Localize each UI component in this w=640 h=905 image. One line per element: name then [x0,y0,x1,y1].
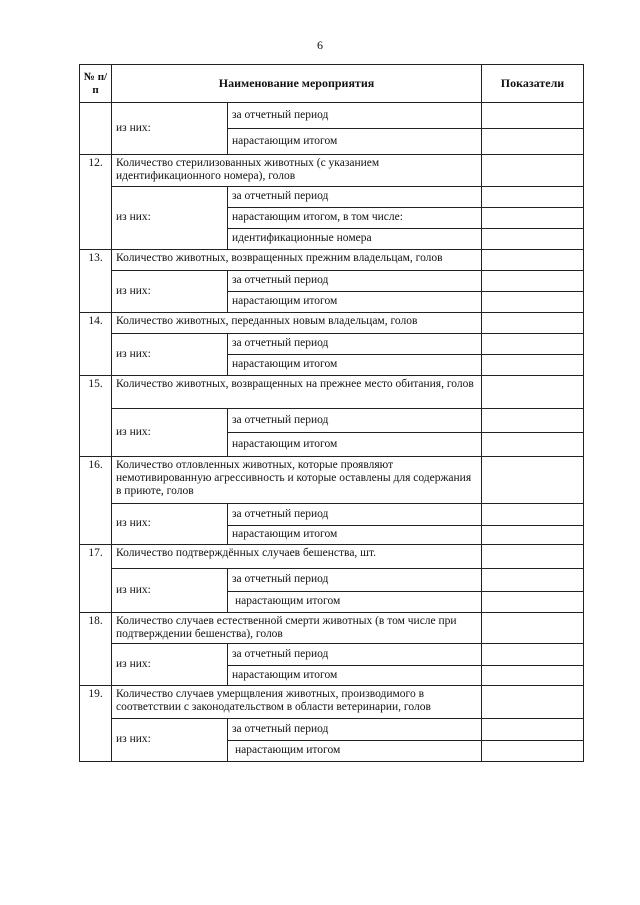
of-label: из них: [112,334,228,376]
table-row [80,334,584,355]
sub-label: за отчетный период [228,103,482,129]
item-title: Количество животных, возвращенных прежним владельцам, голов [112,250,482,271]
item-title: Количество отловленных животных, которые проявляют немотивированную агрессивность и которые оставлены для содержания в приюте, голов [112,457,482,504]
table-row [80,250,584,271]
sub-label: идентификационные номера [228,229,482,250]
indicator-cell [482,155,584,187]
indicator-cell [482,334,584,355]
row-num: 12. [80,155,112,250]
sub-label: за отчетный период [228,504,482,526]
of-label: из них: [112,719,228,762]
sub-label: за отчетный период [228,644,482,666]
indicator-cell [482,686,584,719]
indicator-cell [482,526,584,545]
sub-label: нарастающим итогом [228,592,482,613]
table-row [80,613,584,644]
item-title: Количество животных, переданных новым владельцам, голов [112,313,482,334]
header-value: Показатели [482,65,584,103]
table-row [80,313,584,334]
row-num: 15. [80,376,112,457]
sub-label: за отчетный период [228,187,482,208]
indicator-cell [482,355,584,376]
item-title: Количество случаев естественной смерти животных (в том числе при подтверждении бешенства), голов [112,613,482,644]
indicator-cell [482,644,584,666]
sub-label: за отчетный период [228,569,482,592]
sub-label: нарастающим итогом [228,355,482,376]
row-num-empty [80,103,112,155]
sub-label: нарастающим итогом [228,129,482,155]
indicator-cell [482,433,584,457]
indicator-cell [482,313,584,334]
table-row [80,103,584,129]
indicator-cell [482,292,584,313]
table-row [80,569,584,592]
indicator-cell [482,719,584,741]
indicator-cell [482,187,584,208]
indicator-cell [482,457,584,504]
sub-label: нарастающим итогом, в том числе: [228,208,482,229]
row-num: 14. [80,313,112,376]
sub-label: за отчетный период [228,271,482,292]
row-num: 19. [80,686,112,762]
table-row [80,457,584,504]
indicator-cell [482,613,584,644]
table-header-row [80,65,584,103]
item-title: Количество животных, возвращенных на прежнее место обитания, голов [112,376,482,409]
sub-label: нарастающим итогом [228,741,482,762]
sub-label: за отчетный период [228,409,482,433]
item-title: Количество стерилизованных животных (с указанием идентификационного номера), голов [112,155,482,187]
indicator-cell [482,741,584,762]
table-row [80,644,584,666]
table-row [80,409,584,433]
indicator-cell [482,208,584,229]
indicator-cell [482,271,584,292]
indicator-cell [482,229,584,250]
page-number: 6 [317,38,323,52]
row-num: 13. [80,250,112,313]
sub-label: за отчетный период [228,719,482,741]
row-num: 16. [80,457,112,545]
indicator-cell [482,376,584,409]
sub-label: нарастающим итогом [228,292,482,313]
of-label: из них: [112,644,228,686]
table-row [80,504,584,526]
sub-label: за отчетный период [228,334,482,355]
indicator-cell [482,569,584,592]
item-title: Количество случаев умерщвления животных, производимого в соответствии с законодательством в области ветеринарии, голов [112,686,482,719]
table-row [80,187,584,208]
of-label: из них: [112,409,228,457]
indicator-cell [482,666,584,686]
sub-label: нарастающим итогом [228,526,482,545]
table-row [80,376,584,409]
item-title: Количество подтверждённых случаев бешенства, шт. [112,545,482,569]
table-row [80,545,584,569]
report-table [79,64,584,762]
of-label: из них: [112,271,228,313]
table-row [80,719,584,741]
table-row [80,686,584,719]
indicator-cell [482,409,584,433]
indicator-cell [482,592,584,613]
of-label: из них: [112,187,228,250]
of-label: из них: [112,569,228,613]
indicator-cell [482,250,584,271]
table-row [80,155,584,187]
indicator-cell [482,504,584,526]
header-num: № п/п [80,65,112,103]
header-name: Наименование мероприятия [112,65,482,103]
table-row [80,271,584,292]
of-label: из них: [112,504,228,545]
sub-label: нарастающим итогом [228,666,482,686]
of-label: из них: [112,103,228,155]
indicator-cell [482,103,584,129]
indicator-cell [482,129,584,155]
row-num: 18. [80,613,112,686]
sub-label: нарастающим итогом [228,433,482,457]
row-num: 17. [80,545,112,613]
indicator-cell [482,545,584,569]
